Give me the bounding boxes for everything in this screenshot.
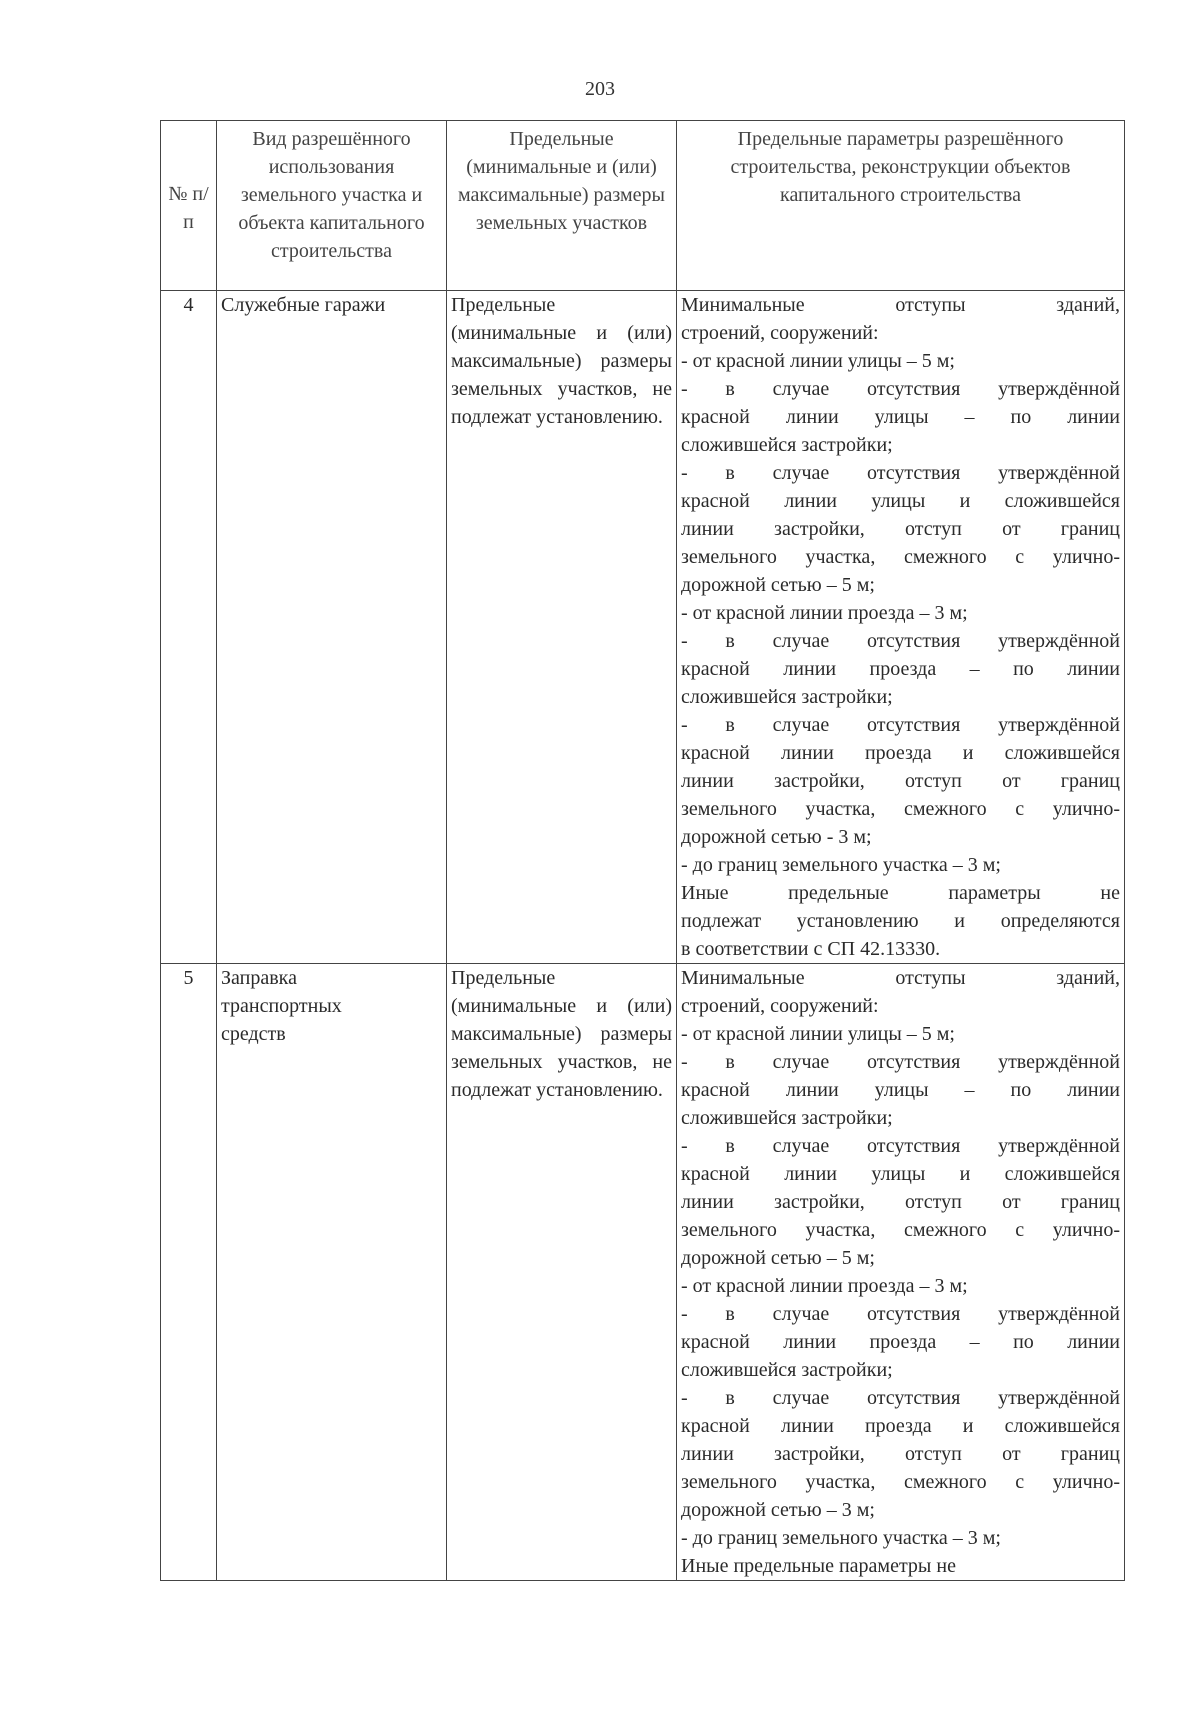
row-number: 4 — [161, 291, 217, 964]
params-line: - от красной линии проезда – 3 м; — [681, 602, 968, 624]
params-line: сложившейся застройки; — [681, 1107, 893, 1129]
params-line: - в случае отсутствия утверждённой — [681, 714, 1120, 736]
params-line: - в случае отсутствия утверждённой — [681, 462, 1120, 484]
params-line: линии застройки, отступ от границ — [681, 518, 1120, 540]
params-line: красной линии проезда и сложившейся — [681, 1415, 1120, 1437]
params-line: земельного участка, смежного с улично- — [681, 1219, 1120, 1241]
params-line: Иные предельные параметры не — [681, 882, 1120, 904]
params-line: земельного участка, смежного с улично- — [681, 1471, 1120, 1493]
params-line: сложившейся застройки; — [681, 434, 893, 456]
params-line: дорожной сетью – 5 м; — [681, 1247, 875, 1269]
params-line: сложившейся застройки; — [681, 686, 893, 708]
params-line: Иные предельные параметры не — [681, 1555, 956, 1577]
params-line: красной линии улицы и сложившейся — [681, 490, 1120, 512]
params-line: строений, сооружений: — [681, 995, 879, 1017]
row-use-type: Служебные гаражи — [217, 291, 447, 964]
params-line: - в случае отсутствия утверждённой — [681, 378, 1120, 400]
params-line: Минимальные отступы зданий, — [681, 967, 1120, 989]
params-line: красной линии проезда – по линии — [681, 1331, 1120, 1353]
params-text — [681, 291, 1120, 963]
params-line: красной линии улицы – по линии — [681, 406, 1120, 428]
params-line: - в случае отсутствия утверждённой — [681, 1387, 1120, 1409]
row-plot-sizes: Предельные (минимальные и (или) максимальные) размеры земельных участков, не подлежат установлению. — [447, 964, 677, 1581]
params-line: дорожной сетью - 3 м; — [681, 826, 872, 848]
params-line: дорожной сетью – 5 м; — [681, 574, 875, 596]
params-line: земельного участка, смежного с улично- — [681, 798, 1120, 820]
header-use-type: Вид разрешённого использования земельного участка и объекта капитального строительства — [217, 121, 447, 291]
header-number: № п/п — [161, 121, 217, 291]
params-line: линии застройки, отступ от границ — [681, 1443, 1120, 1465]
params-line: дорожной сетью – 3 м; — [681, 1499, 875, 1521]
params-line: красной линии проезда – по линии — [681, 658, 1120, 680]
params-line: земельного участка, смежного с улично- — [681, 546, 1120, 568]
params-line: линии застройки, отступ от границ — [681, 1191, 1120, 1213]
params-line: - в случае отсутствия утверждённой — [681, 1051, 1120, 1073]
params-line: - от красной линии улицы – 5 м; — [681, 350, 955, 372]
params-line: - от красной линии улицы – 5 м; — [681, 1023, 955, 1045]
table-row — [161, 964, 1125, 1581]
params-text — [681, 964, 1120, 1580]
params-line: линии застройки, отступ от границ — [681, 770, 1120, 792]
params-line: - до границ земельного участка – 3 м; — [681, 854, 1001, 876]
params-line: - в случае отсутствия утверждённой — [681, 630, 1120, 652]
params-line: сложившейся застройки; — [681, 1359, 893, 1381]
params-line: - в случае отсутствия утверждённой — [681, 1303, 1120, 1325]
header-construction-params: Предельные параметры разрешённого строительства, реконструкции объектов капитального строительства — [677, 121, 1125, 291]
row-use-type: Заправка транспортных средств — [217, 964, 447, 1581]
row-number: 5 — [161, 964, 217, 1581]
params-line: - от красной линии проезда – 3 м; — [681, 1275, 968, 1297]
params-line: красной линии улицы и сложившейся — [681, 1163, 1120, 1185]
table-header-row — [161, 121, 1125, 291]
params-line: - до границ земельного участка – 3 м; — [681, 1527, 1001, 1549]
params-line: строений, сооружений: — [681, 322, 879, 344]
page-number: 203 — [585, 78, 615, 100]
params-line: Минимальные отступы зданий, — [681, 294, 1120, 316]
zoning-parameters-table — [160, 120, 1125, 1581]
params-line: красной линии проезда и сложившейся — [681, 742, 1120, 764]
row-plot-sizes: Предельные (минимальные и (или) максимальные) размеры земельных участков, не подлежат установлению. — [447, 291, 677, 964]
header-plot-sizes: Предельные (минимальные и (или) максимальные) размеры земельных участков — [447, 121, 677, 291]
params-line: в соответствии с СП 42.13330. — [681, 938, 941, 960]
params-line: красной линии улицы – по линии — [681, 1079, 1120, 1101]
table-row — [161, 291, 1125, 964]
row-construction-params — [677, 964, 1125, 1581]
params-line: подлежат установлению и определяются — [681, 910, 1120, 932]
params-line: - в случае отсутствия утверждённой — [681, 1135, 1120, 1157]
row-construction-params — [677, 291, 1125, 964]
